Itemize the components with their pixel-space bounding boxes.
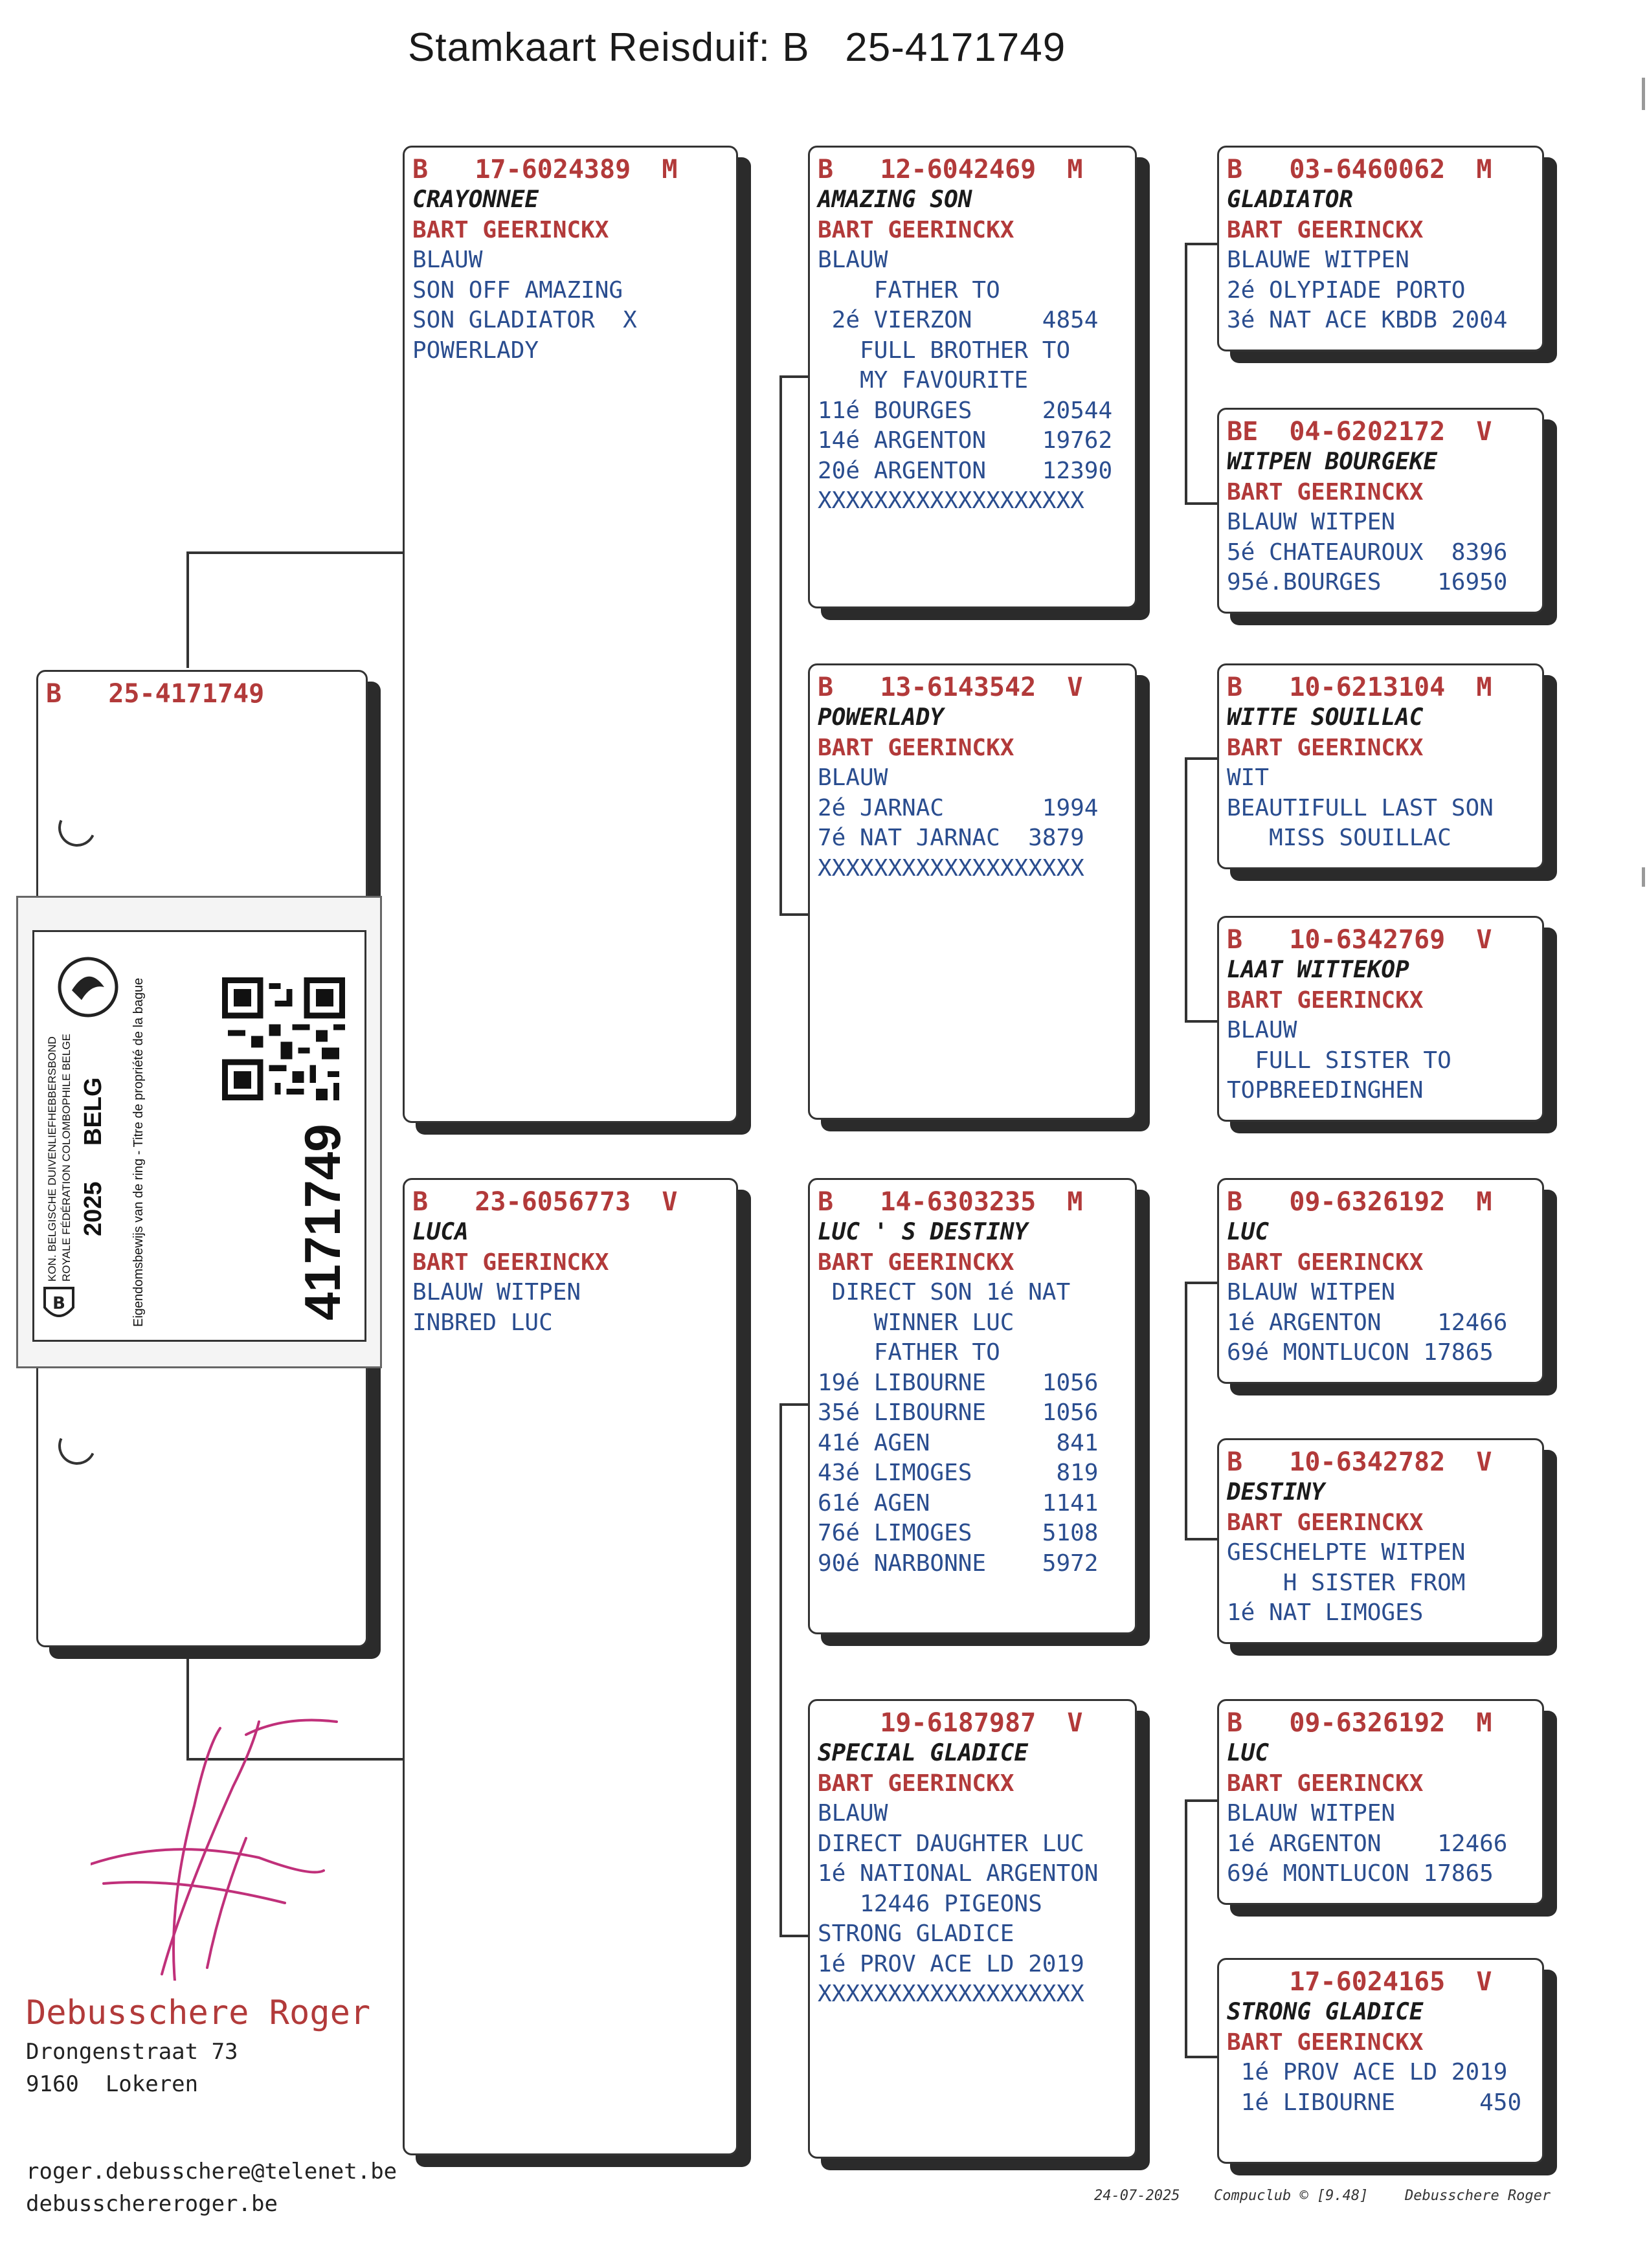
pigeon-info-line: FULL BROTHER TO (818, 337, 1071, 364)
pigeon-ring: B 14-6303235 M (818, 1187, 1083, 1217)
pigeon-ring: 19-6187987 V (818, 1708, 1083, 1738)
pigeon-info-line: BLAUW WITPEN (412, 1279, 581, 1306)
pigeon-breeder: BART GEERINCKX (818, 216, 1014, 243)
pigeon-breeder: BART GEERINCKX (1227, 2029, 1424, 2056)
pigeon-info-line: BLAUW (818, 1800, 888, 1827)
pigeon-name: POWERLADY (818, 704, 945, 731)
connector (779, 1935, 808, 1937)
pigeon-name: LUC ' S DESTINY (818, 1219, 1029, 1245)
pigeon-info-line: 61é AGEN 1141 (818, 1489, 1099, 1517)
connector (1185, 1799, 1187, 2058)
pigeon-info-line: BLAUW (412, 247, 483, 273)
pigeon-info-line: 14é ARGENTON 19762 (818, 427, 1113, 454)
org-line-2: ROYALE FÉDÉRATION COLOMBOPHILE BELGE (60, 1034, 73, 1282)
footer-date: 24-07-2025 (1094, 2188, 1180, 2204)
connector (779, 375, 808, 378)
pigeon-info-line: DIRECT SON 1é NAT (818, 1279, 1071, 1306)
pigeon-name: WITTE SOUILLAC (1227, 704, 1424, 731)
pigeon-breeder: BART GEERINCKX (818, 1770, 1014, 1797)
pigeon-info-line: DIRECT DAUGHTER LUC (818, 1830, 1084, 1857)
great-grandparent-card (1217, 408, 1544, 614)
pigeon-info-line: 43é LIMOGES 819 (818, 1460, 1099, 1486)
pigeon-breeder: BART GEERINCKX (1227, 986, 1424, 1014)
connector (779, 375, 782, 916)
pigeon-info-line: 5é CHATEAUROUX 8396 (1227, 539, 1508, 566)
pigeon-info-line: BLAUW (818, 247, 888, 273)
pigeon-info-line: BLAUW WITPEN (1227, 1279, 1396, 1306)
pigeon-info-line: WINNER LUC (818, 1309, 1014, 1336)
pigeon-info-line: 35é LIBOURNE 1056 (818, 1399, 1099, 1426)
pigeon-info-line: FATHER TO (818, 276, 1000, 304)
parent-card-sire (403, 146, 738, 1123)
pigeon-info-line: SON GLADIATOR X (412, 307, 637, 333)
connector (779, 913, 808, 916)
scan-mark (1642, 867, 1645, 887)
pigeon-info-line: BLAUW (818, 764, 888, 791)
connector (779, 1403, 782, 1937)
parent-card-dam (403, 1178, 738, 2155)
connector (1185, 1799, 1217, 1802)
pigeon-info-line: 1é LIBOURNE 450 (1227, 2089, 1522, 2116)
pigeon-info-line: 20é ARGENTON 12390 (818, 457, 1113, 484)
pigeon-ring: B 13-6143542 V (818, 673, 1083, 702)
grandparent-card (808, 663, 1137, 1120)
connector (1185, 1282, 1187, 1540)
pigeon-info-line: 1é PROV ACE LD 2019 (818, 1950, 1084, 1977)
pigeon-info-line: MY FAVOURITE (818, 367, 1029, 394)
pigeon-breeder: BART GEERINCKX (1227, 1249, 1424, 1276)
pigeon-info-line: SON OFF AMAZING (412, 276, 623, 304)
pigeon-info-line: H SISTER FROM (1227, 1569, 1466, 1596)
connector (1185, 243, 1187, 505)
pigeon-ring: B 10-6342769 V (1227, 925, 1492, 955)
pigeon-info-line: BLAUW (1227, 1017, 1297, 1043)
page-title: Stamkaart Reisduif: B 25-4171749 (408, 25, 1066, 70)
pigeon-ring: B 17-6024389 M (412, 155, 678, 184)
pigeon-ring: B 10-6213104 M (1227, 673, 1492, 702)
pigeon-info-line: TOPBREEDINGHEN (1227, 1077, 1424, 1104)
main-bird-ring: B 25-4171749 (46, 679, 265, 709)
svg-text:B: B (52, 1294, 65, 1313)
owner-city: 9160 Lokeren (26, 2071, 199, 2097)
great-grandparent-card (1217, 1699, 1544, 1905)
connector (1185, 1282, 1217, 1284)
qr-code-icon (222, 977, 345, 1100)
pigeon-info-line: FATHER TO (818, 1339, 1000, 1366)
connector (186, 551, 189, 668)
pigeon-breeder: BART GEERINCKX (1227, 734, 1424, 761)
owner-name: Debusschere Roger (26, 1994, 371, 2032)
pigeon-info-line: 2é OLYPIADE PORTO (1227, 276, 1466, 304)
pigeon-ring: B 09-6326192 M (1227, 1187, 1492, 1217)
great-grandparent-card (1217, 663, 1544, 869)
pigeon-info-line: 90é NARBONNE 5972 (818, 1550, 1099, 1577)
connector (1185, 757, 1217, 760)
pigeon-info-line: 69é MONTLUCON 17865 (1227, 1339, 1494, 1366)
pigeon-info-line: 76é LIMOGES 5108 (818, 1520, 1099, 1546)
scan-mark (1642, 78, 1645, 110)
pigeon-breeder: BART GEERINCKX (1227, 478, 1424, 506)
pigeon-info-line: 1é ARGENTON 12466 (1227, 1830, 1508, 1857)
pigeon-ring: B 10-6342782 V (1227, 1447, 1492, 1477)
pigeon-name: LUC (1227, 1740, 1270, 1766)
pigeon-info-line: 19é LIBOURNE 1056 (818, 1369, 1099, 1396)
ring-certificate (16, 896, 382, 1368)
signature (91, 1709, 363, 1981)
ring-country: BELG (80, 1077, 107, 1146)
owner-website[interactable]: debusschereroger.be (26, 2191, 278, 2217)
pigeon-info-line: POWERLADY (412, 337, 539, 364)
pigeon-info-line: FULL SISTER TO (1227, 1047, 1451, 1074)
property-line: Eigendomsbewijs van de ring - Titre de propriété de la bague (131, 977, 146, 1327)
great-grandparent-card (1217, 1438, 1544, 1644)
pigeon-breeder: BART GEERINCKX (1227, 1509, 1424, 1536)
ring-certificate-inner (32, 930, 366, 1342)
pigeon-name: AMAZING SON (818, 186, 972, 213)
grandparent-card (808, 1699, 1137, 2159)
ring-year: 2025 (80, 1181, 107, 1236)
pigeon-ring: 17-6024165 V (1227, 1967, 1492, 1997)
pigeon-info-line: STRONG GLADICE (818, 1920, 1014, 1947)
kbdb-logo-icon (52, 951, 124, 1023)
pigeon-info-line: 95é.BOURGES 16950 (1227, 569, 1508, 595)
pigeon-info-line: 69é MONTLUCON 17865 (1227, 1860, 1494, 1887)
connector (1185, 1538, 1217, 1540)
pigeon-info-line: MISS SOUILLAC (1227, 825, 1451, 851)
connector (186, 551, 403, 554)
pigeon-name: LUC (1227, 1219, 1270, 1245)
pigeon-info-line: 12446 PIGEONS (818, 1890, 1042, 1917)
pigeon-name: DESTINY (1227, 1479, 1325, 1506)
pigeon-breeder: BART GEERINCKX (1227, 1770, 1424, 1797)
great-grandparent-card (1217, 1958, 1544, 2164)
pigeon-info-line: 1é ARGENTON 12466 (1227, 1309, 1508, 1336)
ring-number: 4171749 (294, 1124, 351, 1320)
pigeon-name: LUCA (412, 1219, 469, 1245)
pigeon-info-line: 2é JARNAC 1994 (818, 794, 1099, 821)
pigeon-ring: B 03-6460062 M (1227, 155, 1492, 184)
pigeon-name: STRONG GLADICE (1227, 1999, 1424, 2025)
pigeon-info-line: 3é NAT ACE KBDB 2004 (1227, 307, 1508, 333)
footer-owner: Debusschere Roger (1405, 2188, 1551, 2204)
connector (1185, 243, 1217, 245)
pigeon-info-line: WIT (1227, 764, 1270, 791)
grandparent-card (808, 1178, 1137, 1634)
pigeon-ring: B 09-6326192 M (1227, 1708, 1492, 1738)
grandparent-card (808, 146, 1137, 608)
pigeon-ring: BE 04-6202172 V (1227, 417, 1492, 447)
pigeon-name: GLADIATOR (1227, 186, 1354, 213)
pigeon-info-line: INBRED LUC (412, 1309, 553, 1336)
pigeon-name: CRAYONNEE (412, 186, 539, 213)
pigeon-info-line: BLAUWE WITPEN (1227, 247, 1409, 273)
great-grandparent-card (1217, 146, 1544, 351)
owner-street: Drongenstraat 73 (26, 2039, 238, 2065)
pigeon-ring: B 23-6056773 V (412, 1187, 678, 1217)
pigeon-breeder: BART GEERINCKX (818, 734, 1014, 761)
pigeon-info-line: 7é NAT JARNAC 3879 (818, 825, 1084, 851)
pigeon-info-line: XXXXXXXXXXXXXXXXXXX (818, 1981, 1084, 2007)
pigeon-info-line: BLAUW WITPEN (1227, 1800, 1396, 1827)
connector (1185, 502, 1217, 505)
pigeon-info-line: 41é AGEN 841 (818, 1429, 1099, 1456)
crest-icon (39, 1282, 78, 1327)
pigeon-breeder: BART GEERINCKX (818, 1249, 1014, 1276)
pigeon-info-line: GESCHELPTE WITPEN (1227, 1539, 1466, 1566)
pigeon-name: WITPEN BOURGEKE (1227, 449, 1438, 475)
pigeon-breeder: BART GEERINCKX (412, 1249, 609, 1276)
footer-software: Compuclub © [9.48] (1214, 2188, 1369, 2204)
great-grandparent-card (1217, 916, 1544, 1122)
pigeon-info-line: BEAUTIFULL LAST SON (1227, 794, 1494, 821)
pigeon-breeder: BART GEERINCKX (1227, 216, 1424, 243)
pigeon-breeder: BART GEERINCKX (412, 216, 609, 243)
pigeon-info-line: 2é VIERZON 4854 (818, 307, 1099, 333)
owner-email[interactable]: roger.debusschere@telenet.be (26, 2159, 398, 2185)
pigeon-info-line: XXXXXXXXXXXXXXXXXXX (818, 487, 1084, 514)
org-line-1: KON. BELGISCHE DUIVENLIEFHEBBERSBOND (46, 1036, 58, 1282)
pigeon-info-line: 11é BOURGES 20544 (818, 397, 1113, 424)
pigeon-info-line: 1é NAT LIMOGES (1227, 1599, 1424, 1626)
pigeon-info-line: 1é PROV ACE LD 2019 (1227, 2059, 1508, 2085)
pigeon-info-line: XXXXXXXXXXXXXXXXXXX (818, 854, 1084, 882)
connector (1185, 1020, 1217, 1023)
connector (1185, 2056, 1217, 2058)
pigeon-name: LAAT WITTEKOP (1227, 957, 1409, 983)
pigeon-name: SPECIAL GLADICE (818, 1740, 1029, 1766)
connector (779, 1403, 808, 1406)
great-grandparent-card (1217, 1178, 1544, 1384)
connector (1185, 757, 1187, 1023)
pigeon-info-line: 1é NATIONAL ARGENTON (818, 1860, 1099, 1887)
pigeon-info-line: BLAUW WITPEN (1227, 509, 1396, 535)
pigeon-ring: B 12-6042469 M (818, 155, 1083, 184)
